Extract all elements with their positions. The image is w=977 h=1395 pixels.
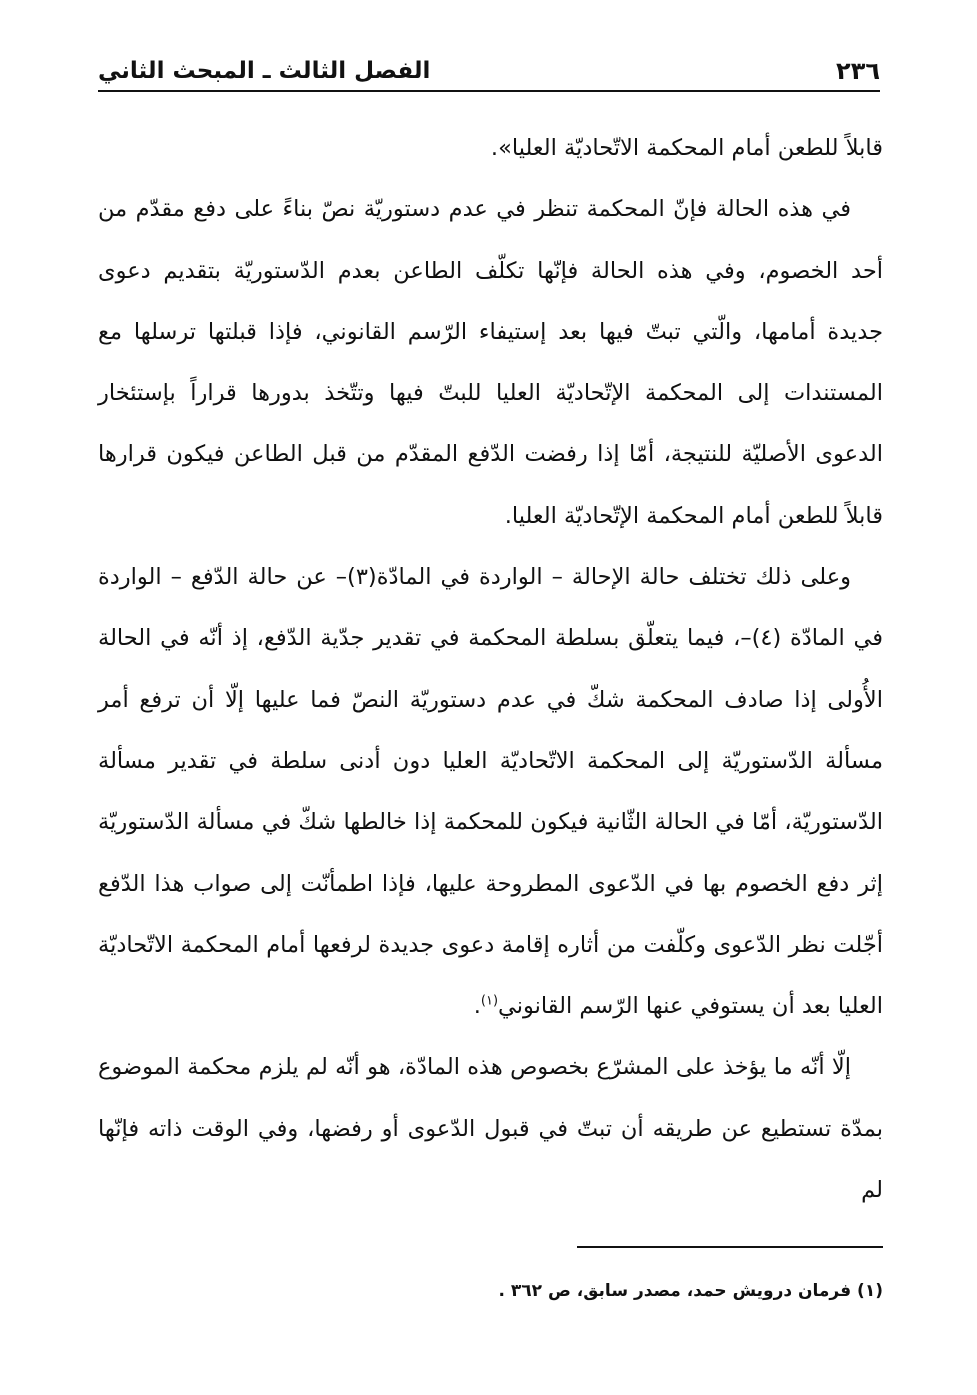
footnote: (١) فرمان درويش حمد، مصدر سابق، ص ٣٦٢ .	[498, 1281, 883, 1301]
paragraph-1: قابلاً للطعن أمام المحكمة الاتّحاديّة العليا».	[490, 135, 883, 161]
footnote-separator	[577, 1246, 883, 1248]
footnote-reference[interactable]: (١)	[480, 993, 499, 1009]
page-header	[98, 52, 880, 92]
paragraph-3	[98, 547, 883, 1037]
paragraph-3-tail: .	[473, 993, 481, 1020]
paragraph-2: في هذه الحالة فإنّ المحكمة تنظر في عدم دستوريّة نصّ بناءً على دفع مقدّم من أحد الخصوم، وفي هذه الحالة فإنّها تكلّف الطاعن بعدم الدّستوريّة بتقديم دعوى جديدة أمامها، والّتي تبتّ فيها بعد إستيفاء الرّسم القانوني، فإذا قبلتها ترسلها مع المستندات إلى المحكمة الإتّحاديّة العليا للبتّ فيها وتتّخذ بدورها قراراً بإستئخار الدعوى الأصليّة للنتيجة، أمّا إذا رفضت الدّفع المقدّم من قبل الطاعن فيكون قرارها قابلاً للطعن أمام المحكمة الإتّحاديّة العليا.	[98, 196, 883, 529]
paragraph-3-text: وعلى ذلك تختلف حالة الإحالة – الواردة في المادّة(٣)– عن حالة الدّفع – الواردة في المادّة (٤)–، فيما يتعلّق بسلطة المحكمة في تقدير جدّية الدّفع، إذ أنّه في الحالة الأُولى إذا صادف المحكمة شكّ في عدم دستوريّة النصّ فما عليها إلّا أن ترفع أمر مسألة الدّستوريّة إلى المحكمة الاتّحاديّة العليا دون أدنى سلطة في تقدير مسألة الدّستوريّة، أمّا في الحالة الثّانية فيكون للمحكمة إذا خالطها شكّ في مسألة الدّستوريّة إثر دفع الخصوم بها في الدّعوى المطروحة عليها، فإذا اطمأنّت إلى صواب هذا الدّفع أجّلت نظر الدّعوى وكلّفت من أثاره إقامة دعوى جديدة لرفعها أمام المحكمة الاتّحاديّة العليا بعد أن يستوفي عنها الرّسم القانوني	[98, 564, 883, 1020]
running-title: الفصل الثالث ـ المبحث الثاني	[98, 58, 431, 84]
body-text	[98, 118, 883, 1221]
paragraph-4: إلّا أنّه ما يؤخذ على المشرّع بخصوص هذه المادّة، هو أنّه لم يلزم محكمة الموضوع بمدّة تستطيع عن طريقه أن تبتّ في قبول الدّعوى أو رفضها، وفي الوقت ذاته فإنّها لم	[98, 1054, 883, 1204]
page-number: ٢٣٦	[836, 57, 880, 85]
